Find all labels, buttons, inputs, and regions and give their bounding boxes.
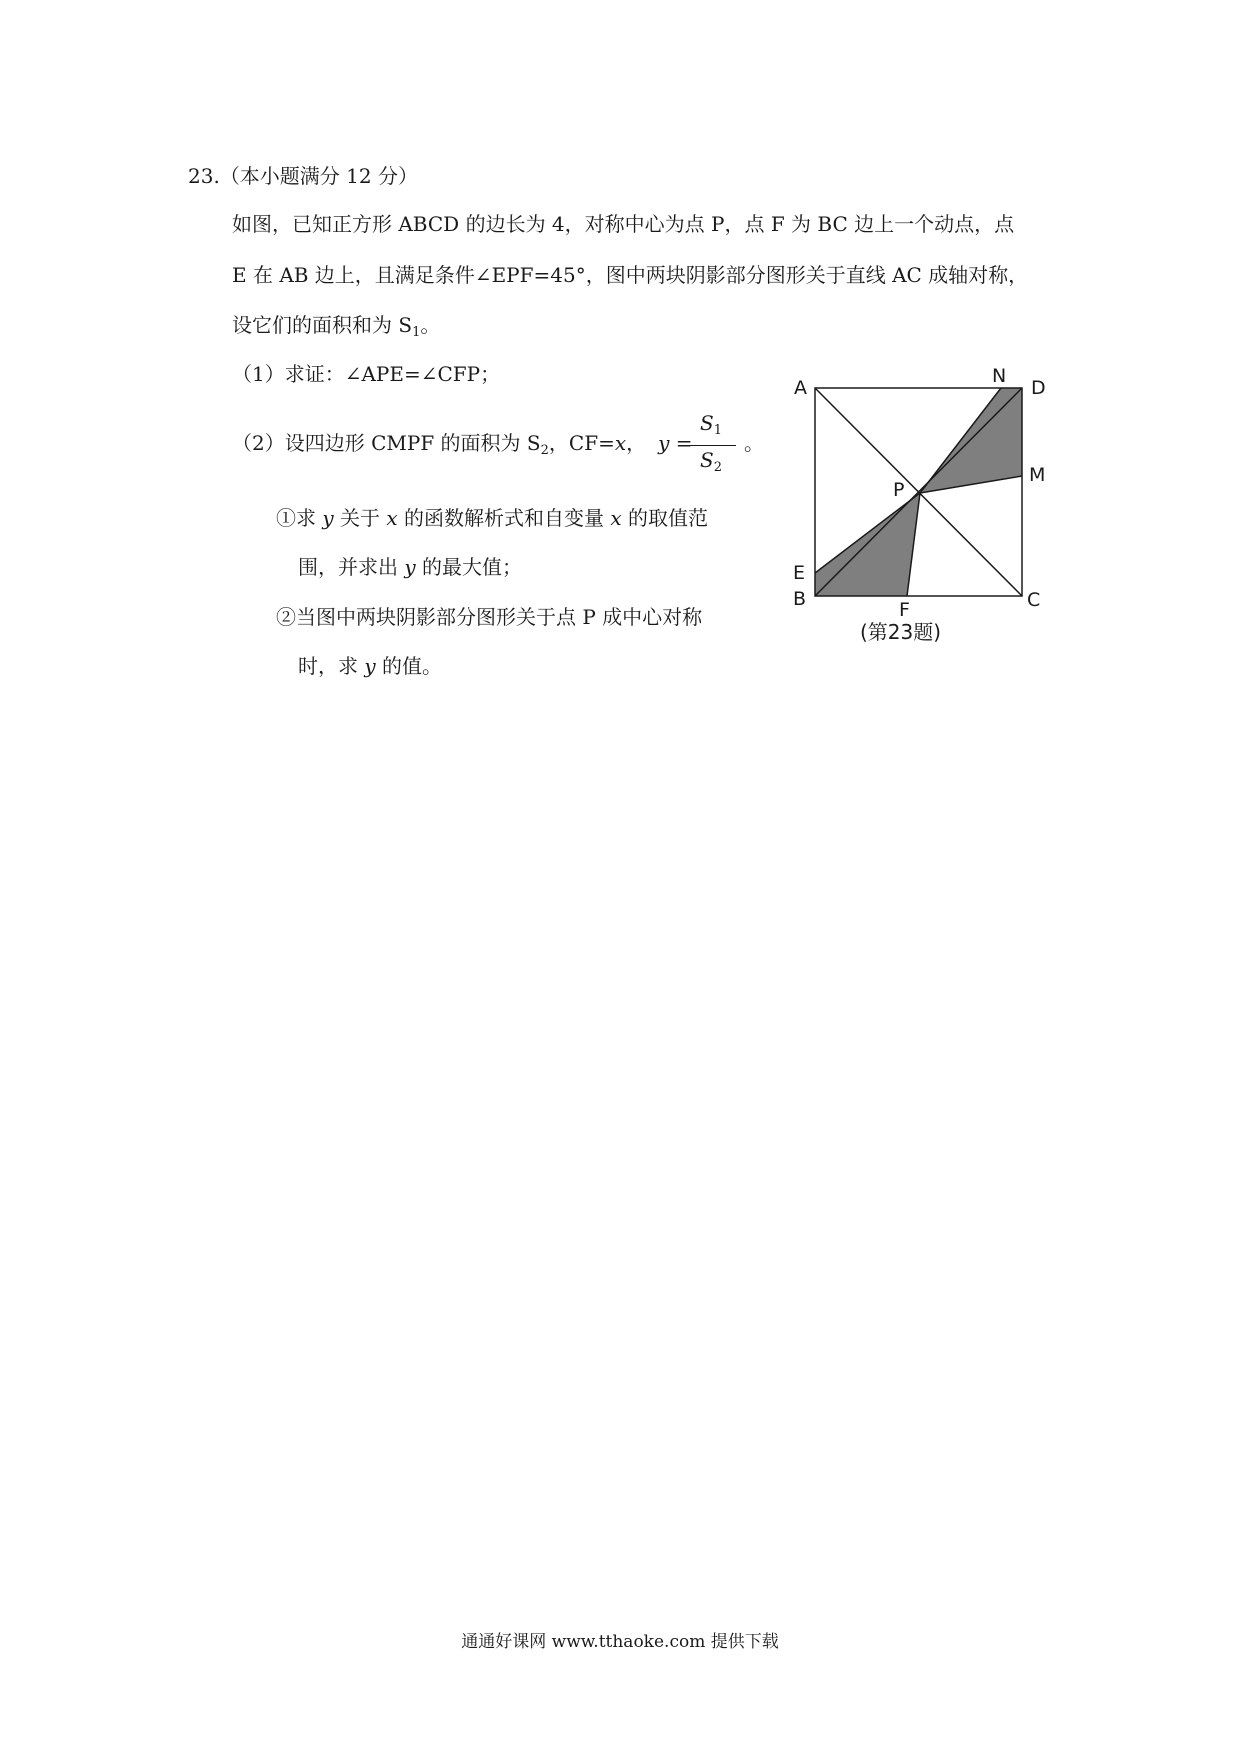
- subscript: 1: [412, 325, 421, 340]
- label-c: C: [1027, 589, 1041, 611]
- label-b: B: [793, 588, 807, 610]
- part-1: （1）求证：∠APE=∠CFP；: [232, 362, 501, 386]
- fraction-bar: [686, 445, 736, 446]
- label-f: F: [899, 599, 910, 621]
- fraction-denominator: $S_2$: [700, 448, 722, 475]
- var-y: y: [658, 431, 670, 455]
- statement-line-2: E 在 AB 边上，且满足条件∠EPF=45°，图中两块阴影部分图形关于直线 AC 成轴对称，: [232, 263, 1029, 287]
- label-m: M: [1029, 464, 1046, 486]
- label-a: A: [794, 377, 807, 399]
- var-x: x: [614, 431, 627, 455]
- label-n: N: [992, 365, 1007, 387]
- sub-item-1-line-1: ①求 y 关于 x 的函数解析式和自变量 x 的取值范: [276, 506, 709, 530]
- fraction-numerator: $S_1$: [700, 411, 722, 438]
- label-e: E: [793, 562, 806, 584]
- label-p: P: [893, 479, 905, 501]
- figure-caption: (第23题): [860, 620, 942, 644]
- points-note: （本小题满分 12 分）: [219, 164, 418, 188]
- sub-item-1-line-2: 围，并求出 y 的最大值；: [298, 555, 523, 579]
- sub-item-2-line-1: ②当图中两块阴影部分图形关于点 P 成中心对称: [276, 605, 703, 629]
- problem-header: [188, 162, 418, 190]
- part-2-end: 。: [744, 431, 764, 455]
- geometry-figure: [780, 365, 1060, 665]
- part-2: （2）设四边形 CMPF 的面积为 $S_2$，CF=x， y =: [232, 431, 693, 458]
- subscript: 2: [540, 443, 549, 458]
- page-footer: 通通好课网 www.tthaoke.com 提供下载: [461, 1632, 779, 1652]
- label-d: D: [1031, 377, 1046, 399]
- sub-item-2-line-2: 时，求 y 的值。: [298, 654, 443, 678]
- figure-lines: [815, 388, 1022, 596]
- fraction-s1-over-s2: [686, 410, 736, 481]
- problem-number: 23.: [188, 164, 220, 188]
- statement-line-3: 设它们的面积和为 $S_1$。: [232, 313, 441, 340]
- statement-line-1: 如图，已知正方形 ABCD 的边长为 4，对称中心为点 P，点 F 为 BC 边上一个动点，点: [232, 212, 1015, 236]
